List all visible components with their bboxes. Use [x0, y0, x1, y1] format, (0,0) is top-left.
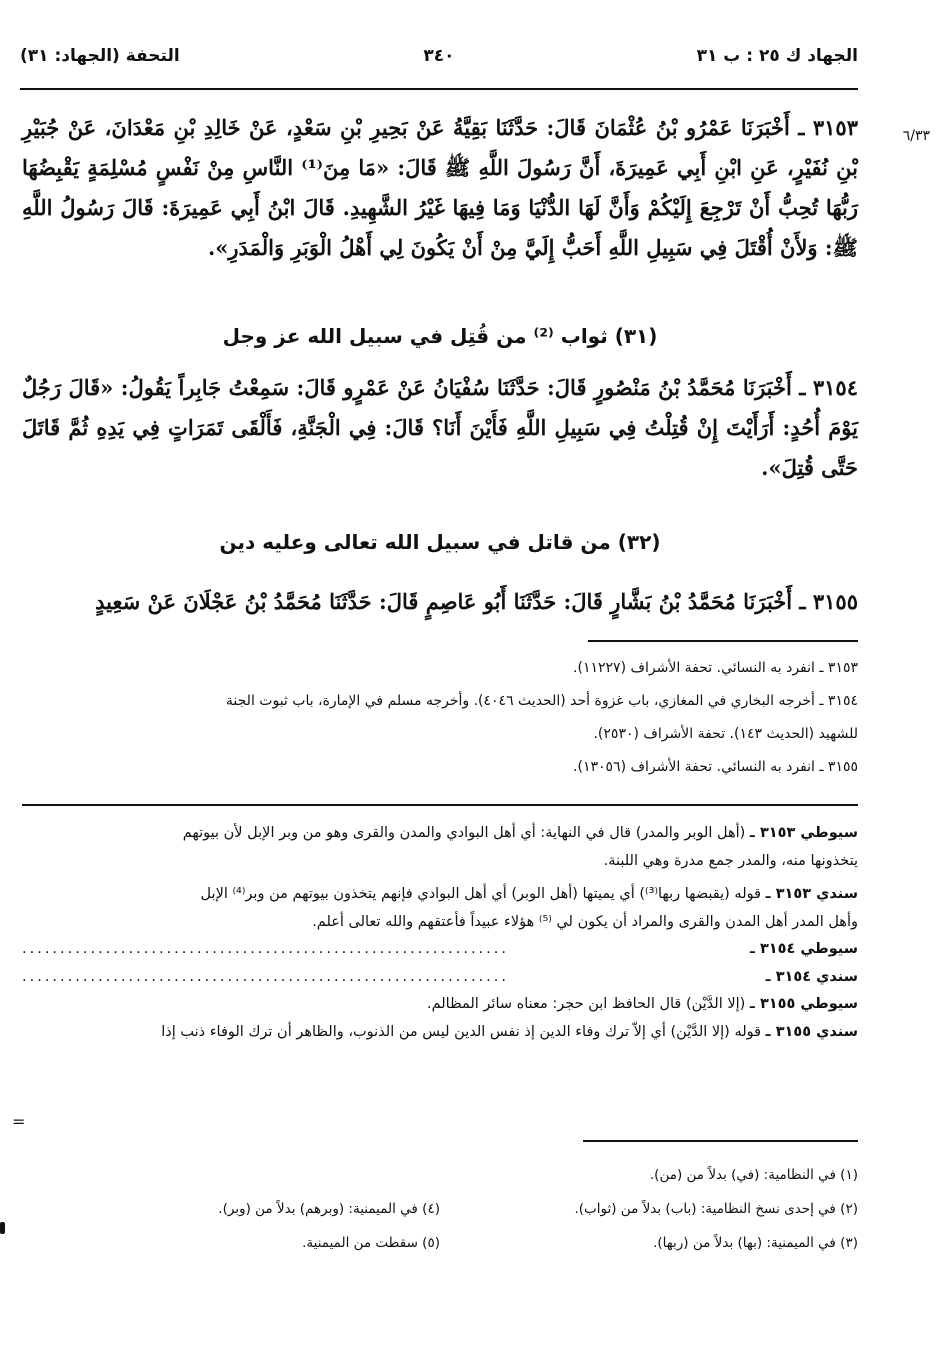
footnote — [22, 1158, 440, 1192]
hadith-3155: ٣١٥٥ ـ أَخْبَرَنَا مُحَمَّدُ بْنُ بَشَّارٍ قَالَ: حَدَّثَنَا أَبُو عَاصِمٍ قَالَ: حَدَّثَنَا مُحَمَّدُ بْنُ عَجْلَانَ عَنْ سَعِيدٍ — [95, 589, 858, 614]
hadith-3153: ٣١٥٣ ـ أَخْبَرَنَا عَمْرُو بْنُ عُثْمَانَ قَالَ: حَدَّثَنَا بَقِيَّةُ عَنْ بَحِيرِ بْنِ سَعْدٍ، عَنْ خَالِدِ بْنِ مَعْدَانَ، عَنْ جُبَيْرِ بْنِ نُفَيْرٍ، عَنِ ابْنِ أَبِي عَمِيرَةَ، أَنَّ رَسُولَ اللَّهِ ﷺ قَالَ: «مَا مِنَ⁽¹⁾ النَّاسِ مِنْ نَفْسٍ مُسْلِمَةٍ يَقْبِضُهَا رَبُّهَا تُحِبُّ أَنْ تَرْجِعَ إِلَيْكُمْ وَأَنَّ لَهَا الدُّنْيَا وَمَا فِيهَا غَيْرُ الشَّهِيدِ. قَالَ ابْنُ أَبِي عَمِيرَةَ: قَالَ رَسُولُ اللَّهِ ﷺ: وَلأَنْ أُقْتَلَ فِي سَبِيلِ اللَّهِ أَحَبُّ إِلَيَّ مِنْ أَنْ يَكُونَ لِي أَهْلُ الْوَبَرِ وَالْمَدَرِ». — [22, 115, 858, 260]
sources-rule — [588, 640, 858, 642]
commentary-row — [22, 820, 858, 848]
footnote-grid — [22, 1158, 858, 1260]
commentary-text: يتخذونها منه، والمدر جمع مدرة وهي اللبنة. — [603, 852, 858, 869]
header-rule — [20, 88, 858, 90]
dotted-leader: ................................................................ — [22, 941, 509, 957]
commentary-row — [22, 881, 858, 909]
commentary-label: سندي ٣١٥٤ ـ — [765, 968, 858, 985]
takhrij-sources — [22, 652, 858, 784]
hadith-3154: ٣١٥٤ ـ أَخْبَرَنَا مُحَمَّدُ بْنُ مَنْصُورٍ قَالَ: حَدَّثَنَا سُفْيَانُ عَنْ عَمْرٍو قَالَ: سَمِعْتُ جَابِراً يَقُولُ: «قَالَ رَجُلٌ يَوْمَ أُحُدٍ: أَرَأَيْتَ إِنْ قُتِلْتُ فِي سَبِيلِ اللَّهِ فَأَيْنَ أَنَا؟ قَالَ: فِي الْجَنَّةِ، فَأَلْقَى تَمَرَاتٍ فِي يَدِهِ ثُمَّ قَاتَلَ حَتَّى قُتِلَ». — [22, 375, 858, 480]
commentary-row — [22, 991, 858, 1019]
footnotes — [22, 1158, 858, 1260]
scan-edge-mark — [0, 1222, 5, 1234]
hadith-block-1 — [22, 108, 858, 276]
commentary-row — [22, 936, 858, 964]
footnote: (٣) في الميمنية: (بها) بدلاً من (ربها). — [653, 1235, 858, 1251]
source-line: ٣١٥٤ ـ أخرجه البخاري في المغازي، باب غزوة أحد (الحديث ٤٠٤٦). وأخرجه مسلم في الإمارة، باب ثبوت الجنة — [225, 693, 858, 709]
header-tuhfa-ref: التحفة (الجهاد: ٣١) — [20, 46, 180, 66]
commentary-text: (أهل الوبر والمدر) قال في النهاية: أي أهل البوادي والمدن والقرى وهو من وبر الإبل لأن بيوتهم — [182, 825, 750, 841]
commentary-text: وأهل المدر أهل المدن والقرى والمراد أن يكون لي ⁽⁵⁾ هؤلاء عبيداً فأعتقهم والله تعالى أعلم. — [312, 913, 858, 930]
commentary-label: سندي ٣١٥٥ ـ — [765, 1023, 858, 1040]
header-chapter-ref: الجهاد ك ٢٥ : ب ٣١ — [696, 46, 858, 66]
source-line: ٣١٥٣ ـ انفرد به النسائي. تحفة الأشراف (١١٢٢٧). — [573, 660, 858, 676]
footnote: (٤) في الميمنية: (وبرهم) بدلاً من (وبر). — [218, 1201, 440, 1217]
commentary-label: سيوطي ٣١٥٣ ـ — [749, 825, 858, 841]
commentary-block — [22, 820, 858, 1046]
commentary-text: (إلا الدَّيْن) قال الحافظ ابن حجر: معناه سائر المظالم. — [427, 996, 750, 1012]
source-line: للشهيد (الحديث ١٤٣). تحفة الأشراف (٢٥٣٠). — [593, 726, 858, 742]
footnote: (٥) سقطت من الميمنية. — [302, 1235, 440, 1251]
page-header — [20, 46, 858, 76]
commentary-label: سندي ٣١٥٣ ـ — [765, 886, 858, 902]
commentary-row — [22, 964, 858, 992]
page-number: ٣٤٠ — [423, 46, 455, 66]
commentary-row — [22, 1019, 858, 1047]
section-title-31: (٣١) ثواب ⁽²⁾ من قُتِل في سبيل الله عز وجل — [222, 324, 658, 348]
hadith-block-2 — [22, 368, 858, 496]
dotted-leader: ................................................................ — [22, 968, 509, 985]
section-title-32: (٣٢) من قاتل في سبيل الله تعالى وعليه دين — [219, 530, 661, 554]
continuation-mark: = — [12, 1112, 26, 1131]
source-line: ٣١٥٥ ـ انفرد به النسائي. تحفة الأشراف (١٣٠٥٦). — [573, 759, 858, 775]
footnote: (٢) في إحدى نسخ النظامية: (باب) بدلاً من (ثواب). — [574, 1201, 858, 1217]
footnote: (١) في النظامية: (في) بدلاً من (من). — [649, 1167, 858, 1183]
commentary-row — [22, 848, 858, 876]
commentary-row — [22, 909, 858, 937]
commentary-rule — [22, 804, 858, 806]
commentary-text: قوله (إلا الدَّيْن) أي إلاّ ترك وفاء الدين إذ نفس الدين ليس من الذنوب، والظاهر أن ترك الوفاء ذنب إذا — [161, 1023, 766, 1040]
commentary-label: سيوطي ٣١٥٥ ـ — [749, 996, 858, 1012]
commentary-label: سيوطي ٣١٥٤ ـ — [749, 941, 858, 957]
margin-reference: ٦/٣٣ — [902, 128, 930, 144]
commentary-text: قوله (يقبضها ربها⁽³⁾) أي يميتها (أهل الوبر) أي أهل البوادي فإنهم يتخذون بيوتهم من وبر⁽⁴⁾ الإبل — [200, 886, 766, 902]
footnote-rule — [583, 1140, 858, 1142]
